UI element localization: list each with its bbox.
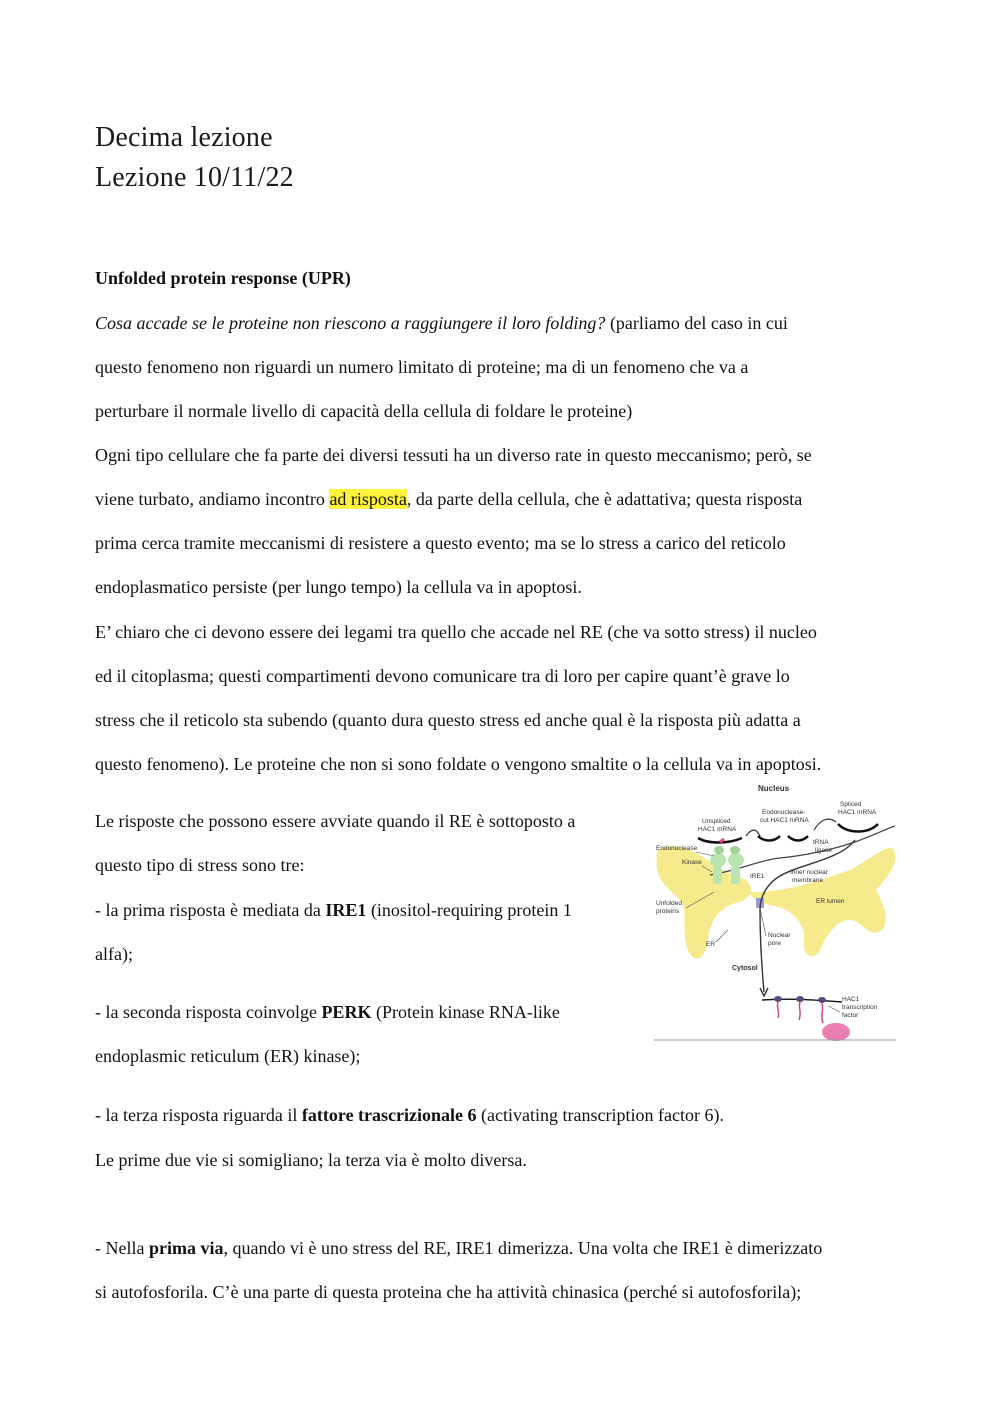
ribosomes [774,996,826,1003]
label-nuclear-pore: Nuclear [768,932,791,939]
paragraph-line: Le risposte che possono essere avviate quando il RE è sottoposto a [95,811,576,831]
ire1-pathway-figure [650,780,900,1045]
label-spliced-2: HAC1 mRNA [838,809,877,816]
page-title: Decima lezione [95,122,273,153]
label-ire1: IRE1 [750,873,765,880]
paragraph-line: Le prime due vie si somigliano; la terza via è molto diversa. [95,1150,527,1170]
page-subtitle: Lezione 10/11/22 [95,162,294,193]
label-unfolded: Unfolded [656,900,683,907]
question-text: Cosa accade se le proteine non riescono a raggiungere il loro folding? [95,313,606,333]
paragraph-line: E’ chiaro che ci devono essere dei legami tra quello che accade nel RE (che va sotto stress) il nucleo [95,622,817,642]
label-nucleus: Nucleus [758,784,790,793]
label-trna: tRNA [813,839,829,846]
label-hac1: HAC1 [842,996,860,1003]
list-item-continuation: endoplasmic reticulum (ER) kinase); [95,1046,361,1066]
paragraph-line: Ogni tipo cellulare che fa parte dei diversi tessuti ha un diverso rate in questo meccanismo; però, se [95,445,812,465]
label-transcription: transcription [842,1004,878,1011]
paragraph-line: perturbare il normale livello di capacità della cellula di foldare le proteine) [95,401,633,421]
paragraph-line: stress che il reticolo sta subendo (quanto dura questo stress ed anche qual è la risposta più adatta a [95,710,801,730]
paragraph-line: questo tipo di stress sono tre: [95,855,305,875]
label-er-lumen: ER lumen [816,898,845,905]
label-unspliced-2: HAC1 mRNA [698,826,737,833]
paragraph-line: Cosa accade se le proteine non riescono a raggiungere il loro folding? (parliamo del caso in cui [95,313,788,333]
paragraph-line: - Nella prima via, quando vi è uno stress del RE, IRE1 dimerizza. Una volta che IRE1 è dimerizzato [95,1238,823,1258]
arrow [746,830,760,836]
list-item: - la terza risposta riguarda il fattore trascrizionale 6 (activating transcription factor 6). [95,1105,724,1125]
label-kinase: Kinase [682,859,702,866]
label-unspliced: Unspliced [702,818,731,825]
label-endonuclease-cut: Endonuclease- [762,809,806,816]
label-er: ER [706,941,716,948]
paragraph-line: si autofosforila. C’è una parte di questa proteina che ha attività chinasica (perché si autofosforila); [95,1282,802,1302]
highlighted-text: ad risposta [329,489,407,509]
label-ligase: ligase [815,847,832,854]
paragraph-line: viene turbato, andiamo incontro ad risposta, da parte della cellula, che è adattativa; questa risposta [95,489,803,509]
label-spliced: Spliced [840,801,862,808]
paragraph-line: endoplasmatico persiste (per lungo tempo) la cellula va in apoptosi. [95,577,582,597]
label-inner-membrane-2: membrane [792,877,824,884]
paragraph-line: questo fenomeno). Le proteine che non si sono foldate o vengono smaltite o la cellula va in apoptosi. [95,754,822,774]
cut-mrna [758,836,808,841]
list-item: - la seconda risposta coinvolge PERK (Protein kinase RNA-like [95,1002,560,1022]
arrow [814,819,836,830]
label-cytosol: Cytosol [732,965,758,972]
spliced-mrna [838,824,878,832]
paragraph-line: ed il citoplasma; questi compartimenti devono comunicare tra di loro per capire quant’è grave lo [95,666,790,686]
label-factor: factor [842,1012,859,1019]
label-endonuclease-cut-2: cut HAC1 mRNA [760,817,809,824]
label-inner-membrane: Inner nuclear [790,869,828,876]
list-item: - la prima risposta è mediata da IRE1 (inositol-requiring protein 1 [95,900,572,920]
section-heading: Unfolded protein response (UPR) [95,268,351,288]
list-item-continuation: alfa); [95,944,133,964]
label-endonuclease: Endonuclease [656,845,698,852]
label-proteins: proteins [656,908,680,915]
paragraph-line: prima cerca tramite meccanismi di resistere a questo evento; ma se lo stress a carico del reticolo [95,533,786,553]
paragraph-line: questo fenomeno non riguardi un numero limitato di proteine; ma di un fenomeno che va a [95,357,749,377]
label-nuclear-pore-2: pore [768,940,782,947]
hac1-factor-shape [822,1023,850,1041]
